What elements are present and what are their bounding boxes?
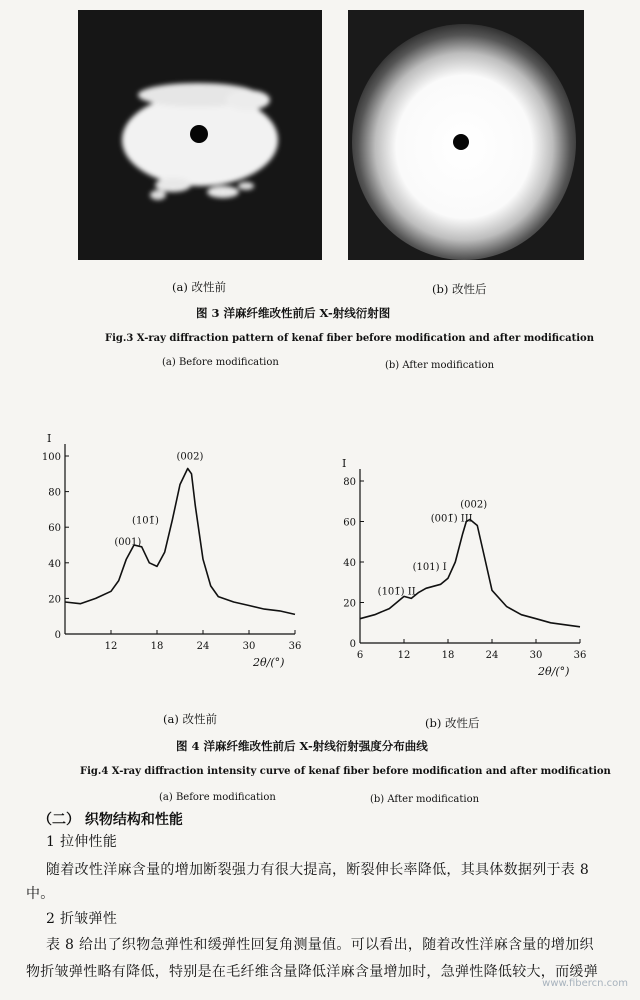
xrd-pattern-before-drawing [78, 10, 322, 260]
x-tick-label: 18 [150, 641, 164, 652]
y-axis-label: I [47, 432, 52, 445]
subheading-crease: 2 折皱弹性 [46, 911, 118, 927]
x-tick-label: 36 [573, 650, 587, 661]
intensity-curve-series-0 [360, 520, 580, 627]
subheading-tensile: 1 拉伸性能 [46, 834, 118, 850]
watermark: www.fibercn.com [542, 978, 628, 989]
xrd-pattern-after-image [348, 10, 584, 260]
x-axis-label: 2θ/(°) [538, 665, 570, 678]
x-tick-label: 12 [104, 641, 118, 652]
y-tick-label: 0 [349, 639, 356, 650]
y-tick-label: 100 [41, 452, 61, 463]
x-tick-label: 24 [196, 641, 210, 652]
xrd-intensity-chart-before [40, 420, 310, 680]
y-tick-label: 60 [48, 523, 61, 535]
fig3-sub-a-en: (a) Before modification [162, 357, 279, 368]
peak-label: (002) [176, 451, 204, 463]
x-tick-label: 36 [288, 641, 302, 652]
xrd-intensity-chart-after [330, 445, 600, 695]
x-tick-label: 24 [485, 650, 499, 661]
peak-label: (101̄) [132, 515, 159, 527]
y-tick-label: 0 [54, 630, 61, 641]
fig3-caption-a: (a) 改性前 [172, 280, 226, 294]
y-tick-label: 20 [48, 594, 61, 606]
fig3-title-cn: 图 3 洋麻纤维改性前后 X-射线衍射图 [196, 306, 391, 320]
peak-label: (101̄) II [377, 586, 416, 598]
fig4-title-cn: 图 4 洋麻纤维改性前后 X-射线衍射强度分布曲线 [176, 739, 428, 753]
x-axis-label: 2θ/(°) [253, 656, 285, 669]
y-tick-label: 60 [343, 517, 356, 529]
x-tick-label: 18 [441, 650, 455, 661]
fig3-title-en: Fig.3 X-ray diffraction pattern of kenaf fiber before modification and after modification [105, 333, 594, 344]
y-tick-label: 20 [343, 598, 356, 610]
y-tick-label: 80 [48, 487, 61, 499]
x-tick-label: 12 [397, 650, 411, 661]
x-tick-label: 30 [242, 641, 256, 652]
y-axis-label: I [342, 457, 347, 470]
y-tick-label: 40 [48, 558, 61, 570]
section-heading: （二） 织物结构和性能 [38, 812, 183, 828]
xrd-pattern-after-drawing [348, 10, 584, 260]
intensity-curve-series-0 [65, 469, 295, 615]
fig4-caption-b: (b) 改性后 [425, 716, 480, 730]
peak-label: (002) [460, 499, 488, 511]
y-tick-label: 80 [343, 477, 356, 488]
fig4-sub-a-en: (a) Before modification [159, 792, 276, 803]
fig3-caption-b: (b) 改性后 [432, 282, 487, 296]
fig4-title-en: Fig.4 X-ray diffraction intensity curve of kenaf fiber before modification and after modification [80, 766, 611, 777]
paragraph-crease-line2: 物折皱弹性略有降低，特别是在毛纤维含量降低洋麻含量增加时，急弹性降低较大，而缓弹 [26, 964, 598, 980]
peak-label: (001̄) III [430, 513, 473, 525]
xrd-pattern-before-image [78, 10, 322, 260]
fig4-caption-a: (a) 改性前 [163, 712, 217, 726]
fig4-sub-b-en: (b) After modification [370, 794, 480, 805]
fig3-sub-b-en: (b) After modification [385, 360, 495, 371]
peak-label: (101) I [412, 562, 447, 574]
y-tick-label: 40 [343, 558, 356, 569]
x-tick-label: 30 [529, 650, 543, 661]
peak-label: (001) [114, 537, 142, 548]
x-tick-label: 6 [356, 650, 364, 661]
paragraph-tensile-line1: 随着改性洋麻含量的增加断裂强力有很大提高，断裂伸长率降低，其具体数据列于表 8 [46, 862, 590, 878]
paragraph-crease-line1: 表 8 给出了织物急弹性和缓弹性回复角测量值。可以看出，随着改性洋麻含量的增加织 [46, 937, 594, 953]
paragraph-tensile-line2: 中。 [26, 886, 55, 902]
